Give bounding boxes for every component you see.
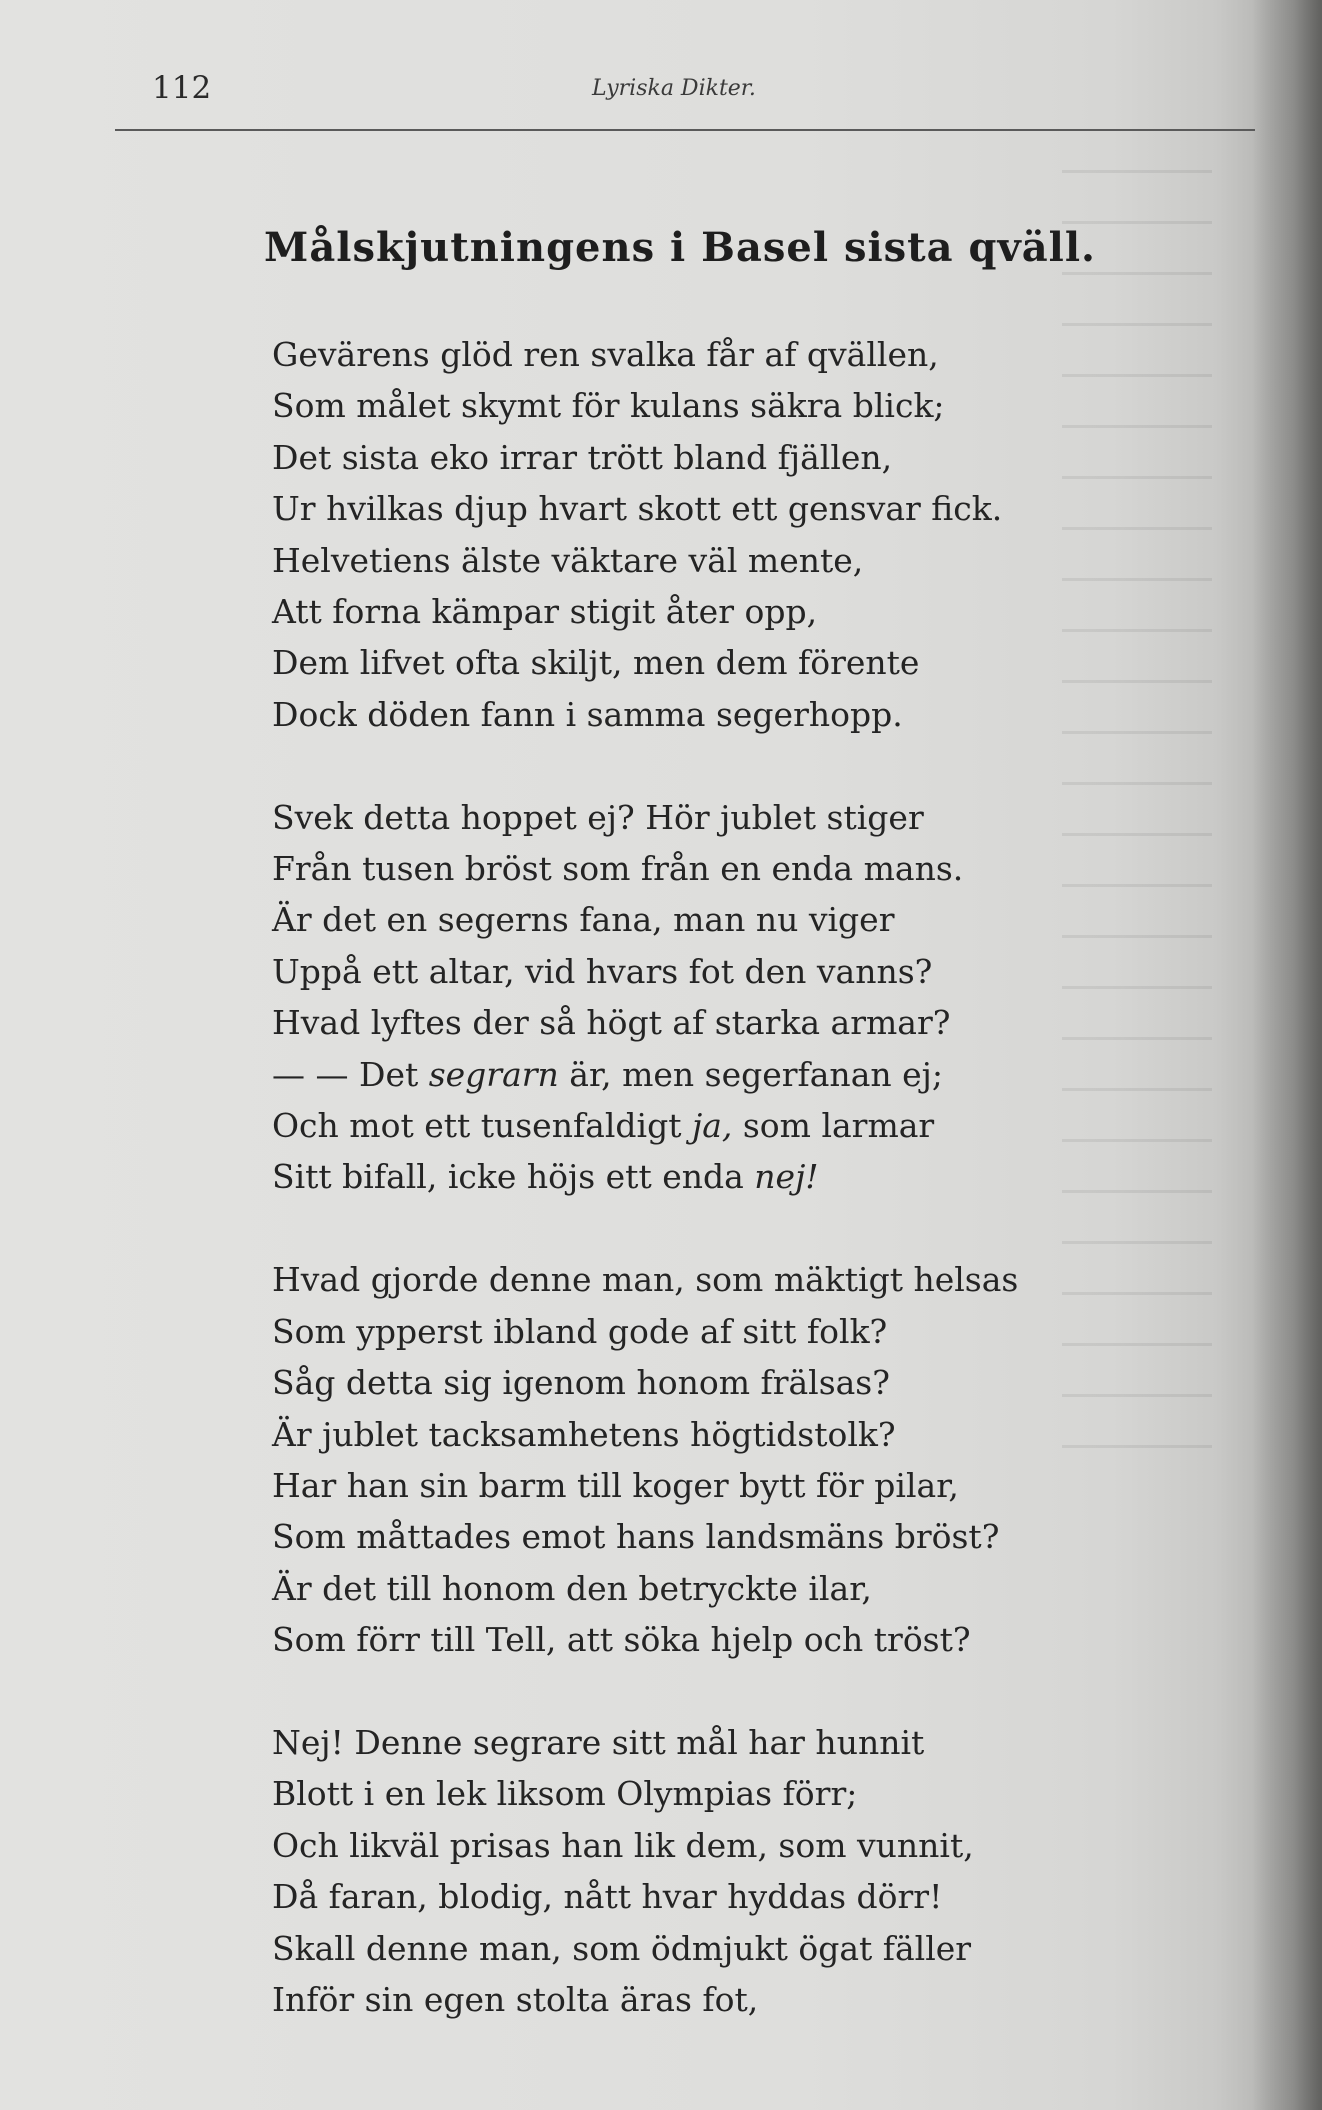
poem-line: Hvad gjorde denne man, som mäktigt helsas (272, 1260, 1019, 1300)
poem-line: Som måttades emot hans landsmäns bröst? (272, 1517, 1000, 1557)
running-header (0, 70, 1322, 110)
poem-line: Är det en segerns fana, man nu viger (272, 900, 895, 940)
line-italic-text: nej! (754, 1157, 819, 1197)
poem-line: Helvetiens älste väktare väl mente, (272, 540, 864, 580)
poem-line: Då faran, blodig, nått hvar hyddas dörr! (272, 1877, 943, 1917)
header-rule (115, 129, 1255, 131)
poem-title: Målskjutningens i Basel sista qväll. (264, 224, 1096, 271)
stanza (272, 329, 1172, 740)
poem-body (272, 329, 1172, 2077)
poem-line: Hvad lyftes der så högt af starka armar? (272, 1003, 951, 1043)
poem-line (272, 1049, 1172, 1100)
poem-line: Ur hvilkas djup hvart skott ett gensvar fick. (272, 489, 1003, 529)
poem-line (272, 1100, 1172, 1151)
poem-line: Uppå ett altar, vid hvars fot den vanns? (272, 951, 933, 991)
poem-line: Som förr till Tell, att söka hjelp och tröst? (272, 1620, 971, 1660)
poem-line: Svek detta hoppet ej? Hör jublet stiger (272, 797, 924, 837)
running-title: Lyriska Dikter. (592, 76, 756, 101)
poem-line: Gevärens glöd ren svalka får af qvällen, (272, 335, 939, 374)
stanza (272, 792, 1172, 1203)
poem-line: Blott i en lek liksom Olympias förr; (272, 1774, 858, 1814)
page-number: 112 (152, 70, 212, 106)
poem-line: Från tusen bröst som från en enda mans. (272, 849, 964, 889)
line-text: Och mot ett tusenfaldigt (272, 1106, 692, 1146)
poem-line: Nej! Denne segrare sitt mål har hunnit (272, 1722, 925, 1762)
poem-line (272, 1151, 1172, 1202)
line-text: är, men segerfanan ej; (558, 1054, 943, 1094)
poem-line: Det sista eko irrar trött bland fjällen, (272, 437, 893, 477)
line-text: som larmar (732, 1106, 935, 1146)
stanza (272, 1717, 1172, 2025)
line-italic-text: ja, (691, 1106, 733, 1146)
poem-line: Har han sin barm till koger bytt för pilar, (272, 1465, 959, 1505)
poem-line: Som ypperst ibland gode af sitt folk? (272, 1311, 888, 1351)
poem-line: Och likväl prisas han lik dem, som vunnit, (272, 1825, 974, 1865)
poem-line: Inför sin egen stolta äras fot, (272, 1979, 759, 2019)
poem-line: Som målet skymt för kulans säkra blick; (272, 386, 945, 426)
book-spine-shadow (1252, 0, 1322, 2110)
poem-line: Såg detta sig igenom honom frälsas? (272, 1363, 890, 1403)
poem-line: Är jublet tacksamhetens högtidstolk? (272, 1414, 896, 1454)
line-italic-text: segrarn (428, 1054, 559, 1094)
poem-line: Dem lifvet ofta skiljt, men dem förente (272, 643, 920, 683)
poem-line: Är det till honom den betryckte ilar, (272, 1568, 872, 1608)
line-text: — — Det (272, 1054, 429, 1094)
stanza (272, 1254, 1172, 1665)
poem-line: Dock döden fann i samma segerhopp. (272, 694, 903, 734)
poem-line: Att forna kämpar stigit åter opp, (272, 592, 818, 632)
line-text: Sitt bifall, icke höjs ett enda (272, 1157, 755, 1197)
poem-line: Skall denne man, som ödmjukt ögat fäller (272, 1928, 972, 1968)
